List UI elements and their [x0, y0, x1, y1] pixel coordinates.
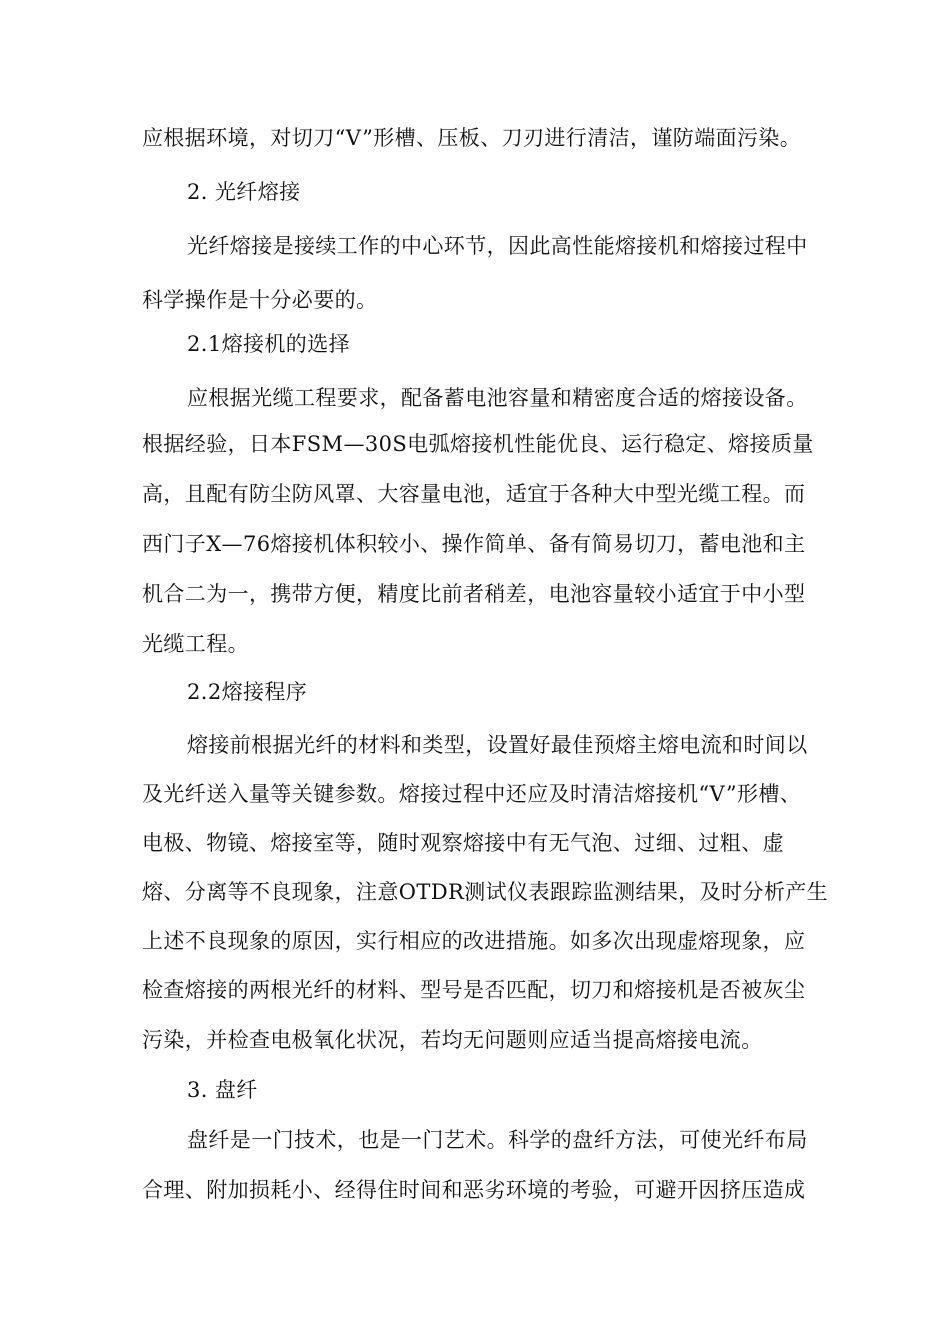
text-line: 及光纤送入量等关键参数。熔接过程中还应及时清洁熔接机“V”形槽、 [142, 782, 802, 806]
text-line: 光缆工程。 [142, 632, 249, 656]
text-line: 应根据环境，对切刀“V”形槽、压板、刀刃进行清洁，谨防端面污染。 [142, 126, 802, 150]
text-line: 合理、附加损耗小、经得住时间和恶劣环境的考验，可避开因挤压造成 [142, 1178, 806, 1202]
text-line: 光纤熔接是接续工作的中心环节，因此高性能熔接机和熔接过程中 [187, 234, 808, 258]
text-line: 熔、分离等不良现象，注意OTDR测试仪表跟踪监测结果，及时分析产生 [142, 880, 829, 904]
text-line: 检查熔接的两根光纤的材料、型号是否匹配，切刀和熔接机是否被灰尘 [142, 978, 806, 1002]
text-line: 科学操作是十分必要的。 [142, 288, 378, 312]
text-line: 污染，并检查电极氧化状况，若均无问题则应适当提高熔接电流。 [142, 1028, 763, 1052]
subsection-heading: 2.2熔接程序 [187, 680, 308, 704]
text-line: 机合二为一，携带方便，精度比前者稍差，电池容量较小适宜于中小型 [142, 582, 806, 606]
text-line: 应根据光缆工程要求，配备蓄电池容量和精密度合适的熔接设备。 [187, 386, 808, 410]
section-heading: 3. 盘纤 [187, 1078, 258, 1102]
text-line: 盘纤是一门技术，也是一门艺术。科学的盘纤方法，可使光纤布局 [187, 1128, 808, 1152]
section-heading: 2. 光纤熔接 [187, 180, 301, 204]
text-line: 高，且配有防尘防风罩、大容量电池，适宜于各种大中型光缆工程。而 [142, 482, 806, 506]
text-line: 上述不良现象的原因，实行相应的改进措施。如多次出现虚熔现象，应 [142, 929, 806, 953]
text-line: 熔接前根据光纤的材料和类型，设置好最佳预熔主熔电流和时间以 [187, 733, 808, 757]
text-line: 西门子X—76熔接机体积较小、操作简单、备有简易切刀，蓄电池和主 [142, 532, 806, 556]
text-line: 根据经验，日本FSM—30S电弧熔接机性能优良、运行稳定、熔接质量 [142, 432, 814, 456]
subsection-heading: 2.1熔接机的选择 [187, 332, 350, 356]
text-line: 电极、物镜、熔接室等，随时观察熔接中有无气泡、过细、过粗、虚 [142, 831, 784, 855]
